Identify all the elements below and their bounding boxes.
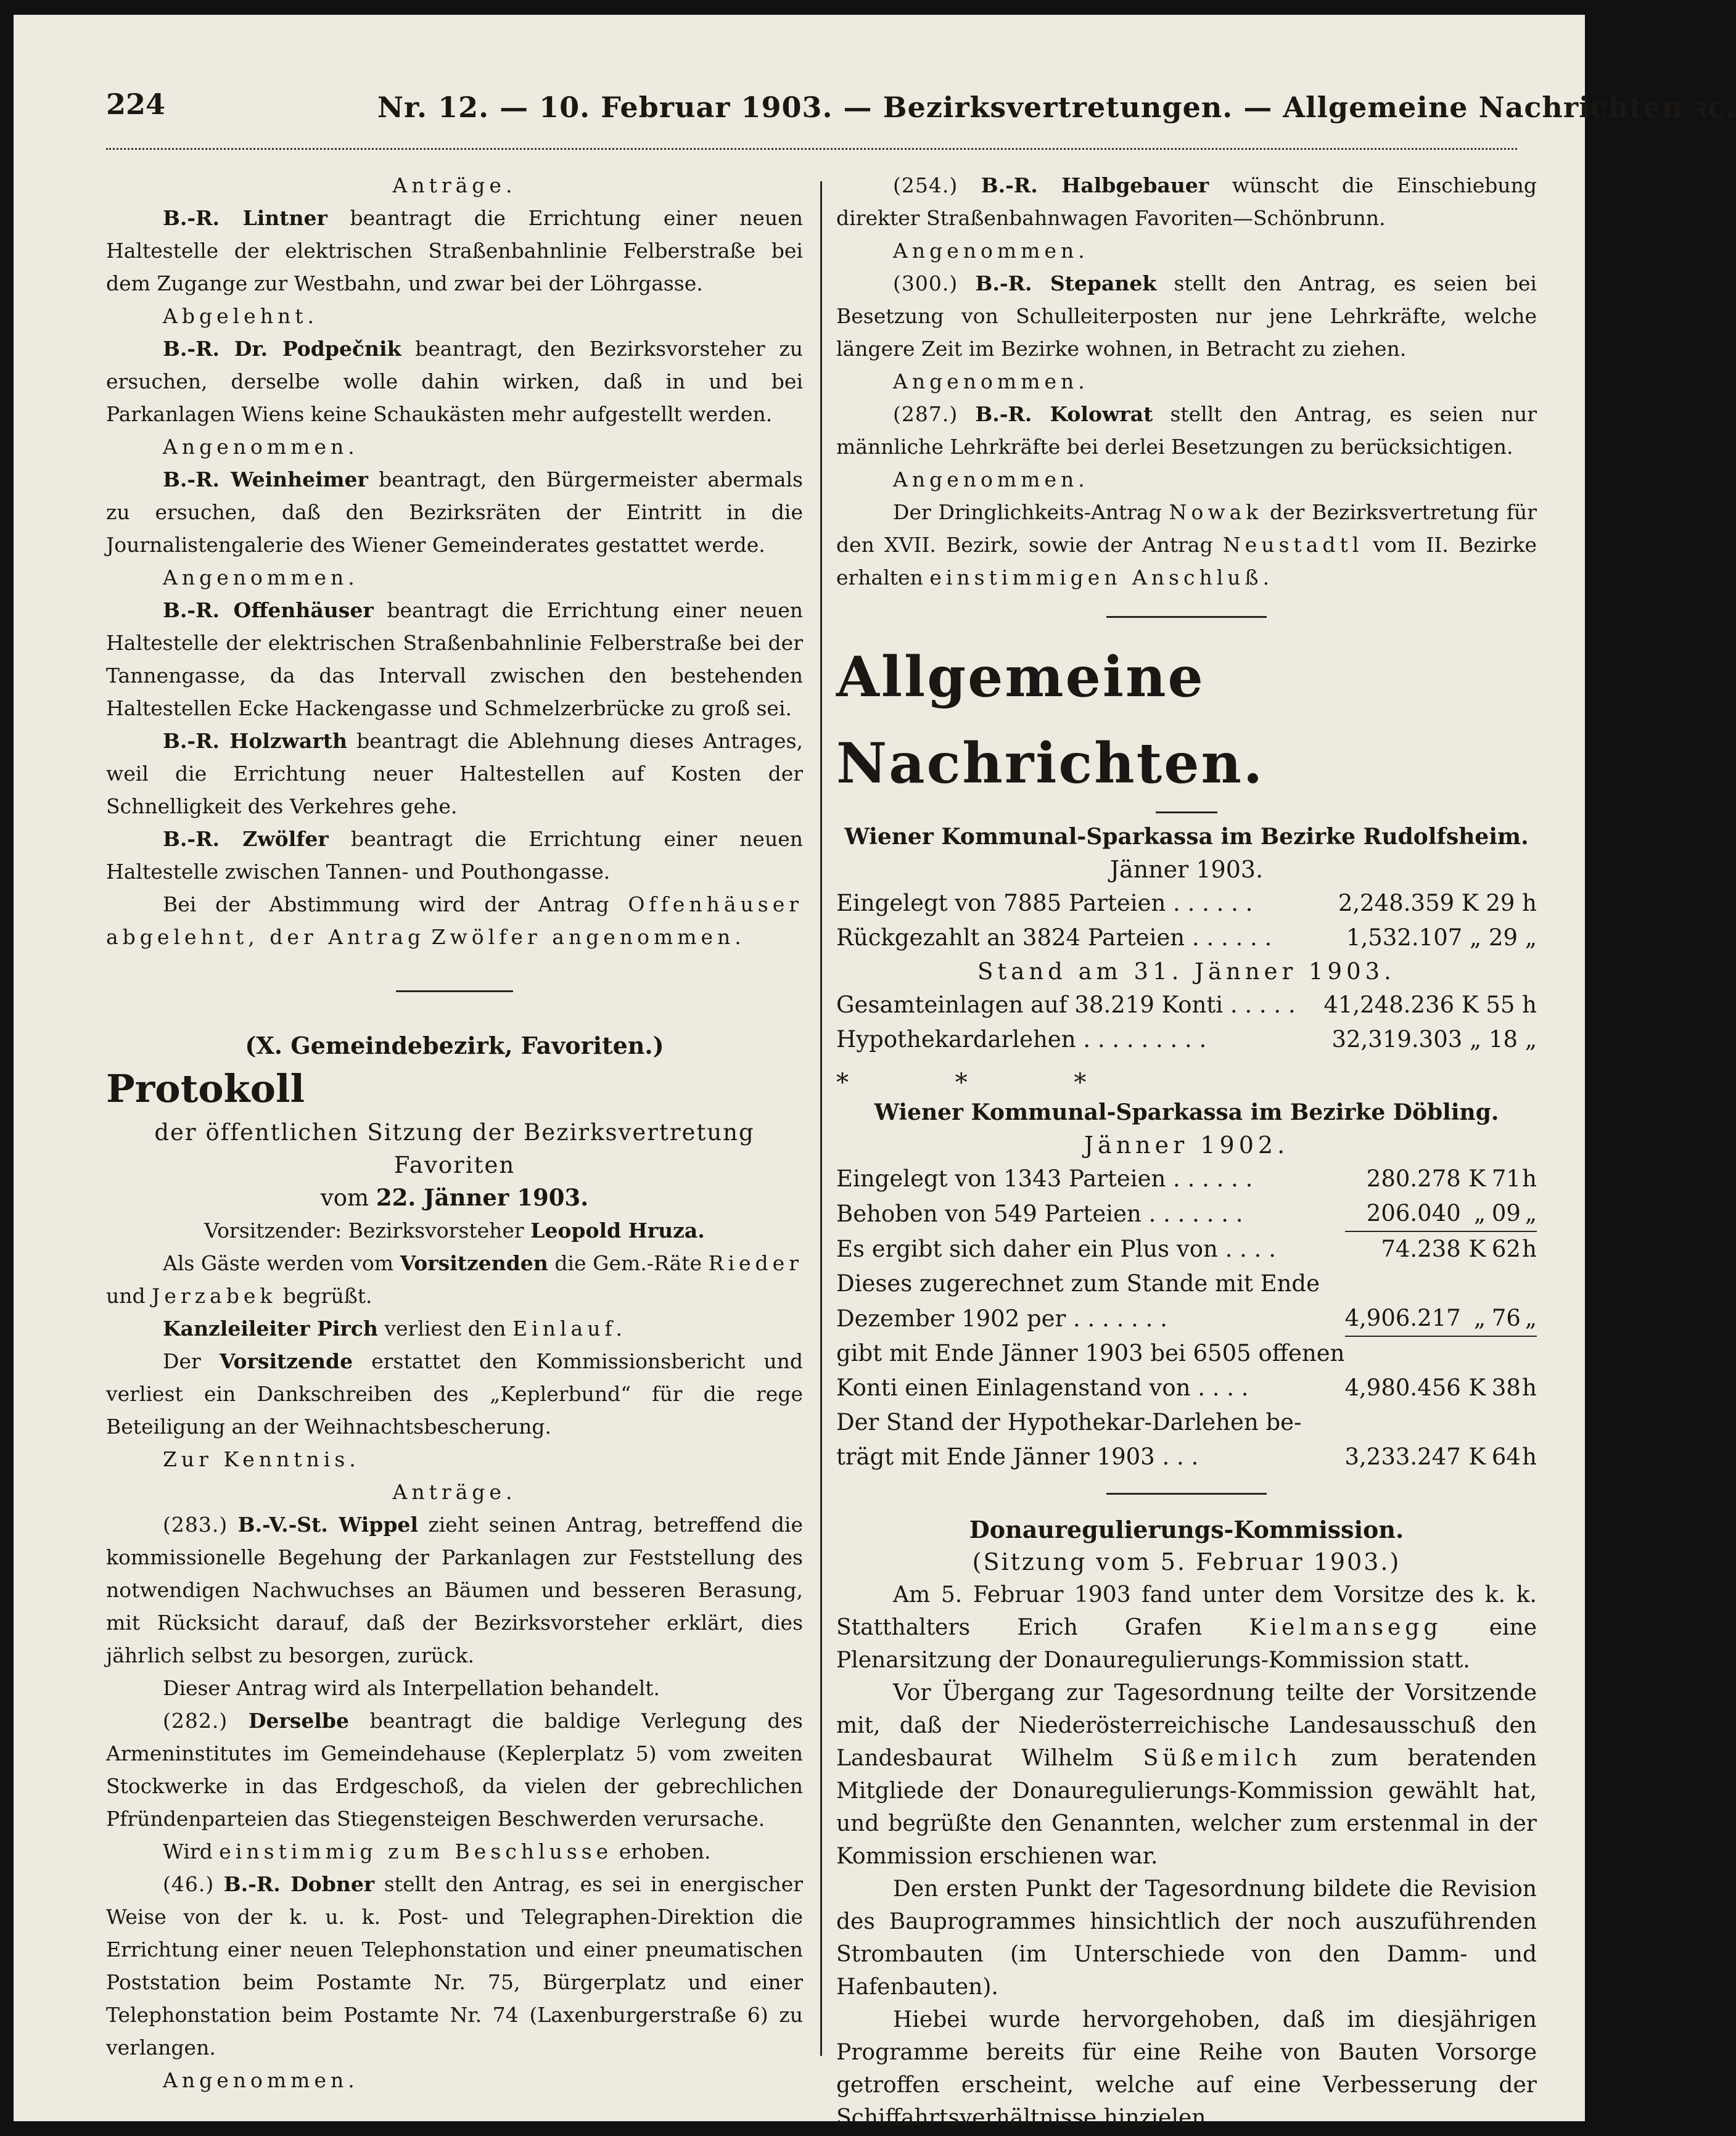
text: vom II. Bezirke erhalten (836, 533, 1537, 589)
sparkassa-month: Jänner 1902. (1084, 1132, 1290, 1159)
decision (106, 1835, 803, 1868)
sparkassa-table (836, 1162, 1537, 1474)
motion-text: stellt den Antrag, es seien nur männliche Lehrkräfte bei derlei Besetzungen zu berücksichtigen. (836, 402, 1537, 459)
text: Der (163, 1349, 201, 1373)
section-title: Allgemeine Nachrichten. (836, 644, 1265, 796)
text: Wird (163, 1839, 213, 1863)
vote-text: abgelehnt, der Antrag (106, 925, 426, 949)
newspaper-page (14, 15, 1736, 2130)
text: Neustadtl (1222, 533, 1364, 557)
vote-name: Zwölfer angenommen. (431, 925, 746, 949)
row-amount: 4,980.456 (1344, 1374, 1461, 1401)
column-divider (820, 181, 822, 2056)
motion-text: beantragt die Errichtung einer neuen Haltestelle zwischen Tannen- und Pouthongasse. (106, 827, 803, 884)
guest-name: Rieder (708, 1251, 803, 1275)
row-sub: 76 (1486, 1301, 1521, 1336)
row-amount (1345, 1405, 1461, 1440)
commission-subtitle: (Sitzung vom 5. Februar 1903.) (972, 1548, 1401, 1575)
commission-paragraph: Den ersten Punkt der Tagesordnung bildete die Revision des Bauprogrammes hinsichtlich der noch auszuführenden Strombauten (im Unterschiede von den Damm- und Hafenbauten). (836, 1876, 1537, 2000)
session-date (106, 1181, 803, 1214)
district-heading: (X. Gemeindebezirk, Favoriten.) (245, 1032, 664, 1059)
motion-text: stellt den Antrag, es sei in energischer Weise von der k. u. k. Post- und Telegraphen-Direktion die Errichtung einer neuen Telephonstation und einer pneumatischen Poststation beim Postamte Nr. 75, Bürgerplatz und einer Telephonstation beim Postamte Nr. 74 (Laxenburgerstraße 6) zu verlangen. (106, 1872, 804, 2060)
table-row (836, 886, 1537, 921)
running-title: Nr. 12. — 10. Februar 1903. — Bezirksvertretungen. — Allgemeine Nachrichten ꝛc. (377, 91, 1736, 124)
speaker-name: B.-R. Halbgebauer (981, 173, 1209, 197)
date-prefix: vom (320, 1185, 369, 1211)
row-label: Konti einen Einlagenstand von . . . . (836, 1374, 1249, 1401)
section-heading: Anträge. (392, 1480, 517, 1504)
row-label: Eingelegt von 1343 Parteien . . . . . . (836, 1165, 1253, 1192)
motion-text: beantragt die Errichtung einer neuen Haltestelle der elektrischen Straßenbahnlinie Felberstraße bei dem Zugange zur Westbahn, und zwar bei der Löhrgasse. (106, 206, 803, 295)
sparkassa-table (836, 988, 1537, 1057)
decision: Zur Kenntnis. (163, 1447, 360, 1471)
sparkassa-month: Jänner 1903. (1109, 856, 1264, 883)
text: einstimmigen Anschluß. (929, 565, 1274, 589)
motion-ref: (283.) (163, 1513, 228, 1537)
decision: Angenommen. (893, 467, 1089, 491)
motion-ref: (46.) (163, 1872, 215, 1896)
speaker-name: B.-R. Dr. Podpečnik (163, 337, 401, 361)
row-label: Dezember 1902 per . . . . . . . (836, 1305, 1167, 1332)
table-row (836, 1336, 1537, 1371)
row-value: 41,248.236 K 55 h (1323, 992, 1537, 1018)
sparkassa-title: Wiener Kommunal-Sparkassa im Bezirke Rudolfsheim. (844, 824, 1529, 850)
header-divider (106, 141, 1517, 150)
report (106, 1345, 803, 1443)
row-value: 2,248.359 K 29 h (1338, 890, 1537, 916)
table-row (836, 1231, 1537, 1267)
text: erhoben. (619, 1839, 711, 1863)
row-unit (1461, 1267, 1486, 1301)
row-unit (1461, 1336, 1486, 1371)
row-sub: 71 (1491, 1165, 1521, 1192)
speaker-name: B.-R. Weinheimer (163, 467, 368, 491)
motion-paragraph (106, 823, 803, 888)
table-row (836, 1371, 1537, 1405)
chair-name: Leopold Hruza. (530, 1218, 705, 1243)
row-subunit: h (1522, 1444, 1537, 1470)
decision: Abgelehnt. (163, 304, 318, 328)
row-subunit (1521, 1336, 1537, 1371)
row-subunit (1521, 1405, 1537, 1440)
row-sub (1486, 1336, 1521, 1371)
text: Vor Übergang zur Tagesordnung teilte der Vorsitzende mit, daß der Niederösterreichische Landesausschuß den Landesbaurat Wilhelm (836, 1680, 1537, 1771)
page-header (106, 88, 1736, 131)
table-row (836, 1022, 1537, 1057)
motion-ref: (300.) (893, 271, 958, 295)
text: Als Gäste werden vom (163, 1251, 394, 1275)
text: Vorsitzenden (400, 1251, 548, 1275)
motion-text: stellt den Antrag, es seien bei Besetzung von Schulleiterposten nur jene Lehrkräfte, welche längere Zeit im Bezirke wohnen, in Betracht zu ziehen. (836, 271, 1537, 361)
row-label: Hypothekardarlehen . . . . . . . . . (836, 1026, 1207, 1053)
row-sub: 09 (1486, 1196, 1521, 1231)
decision: Angenommen. (893, 369, 1089, 393)
decision: Angenommen. (163, 565, 359, 589)
table-row (836, 1440, 1537, 1474)
row-unit: „ (1461, 1196, 1486, 1231)
row-unit: K (1468, 1165, 1486, 1192)
session-title: der öffentlichen Sitzung der Bezirksvertretung Favoriten (154, 1119, 755, 1178)
row-amount: 4,906.217 (1345, 1301, 1461, 1336)
row-label: Gesamteinlagen auf 38.219 Konti . . . . . (836, 992, 1296, 1018)
sparkassa-title: Wiener Kommunal-Sparkassa im Bezirke Döbling. (874, 1099, 1499, 1125)
text: verliest den (384, 1317, 506, 1341)
row-amount: 74.238 (1381, 1236, 1461, 1262)
left-column (106, 169, 803, 2097)
section-rule (1106, 1493, 1267, 1495)
table-row (836, 1196, 1537, 1231)
guests (106, 1247, 803, 1312)
motion-text: beantragt die baldige Verlegung des Armeninstitutes im Gemeindehause (Keplerplatz 5) vom zweiten Stockwerke in das Erdgeschoß, da vielen der gebrechlichen Pfründenparteien das Stiegensteigen Beschwerden verursache. (106, 1709, 803, 1831)
motion-paragraph (836, 169, 1537, 234)
motion-paragraph (106, 1704, 803, 1835)
row-unit: „ (1461, 1301, 1486, 1336)
row-subunit: h (1522, 1165, 1537, 1192)
speaker-name: B.-R. Zwölfer (163, 827, 329, 851)
row-unit: K (1468, 1374, 1486, 1401)
row-unit: K (1468, 1236, 1486, 1262)
decision: Angenommen. (893, 239, 1089, 263)
speaker-name: Vorsitzende (219, 1349, 353, 1373)
urgent-motion (836, 496, 1537, 594)
chancellery (106, 1312, 803, 1345)
motion-paragraph (106, 202, 803, 300)
decision: Angenommen. (163, 2068, 359, 2092)
commission-title: Donauregulierungs-Kommission. (969, 1516, 1404, 1543)
speaker-name: B.-R. Stepanek (975, 271, 1157, 295)
table-row (836, 1301, 1537, 1336)
person-name: Süßemilch (1143, 1746, 1302, 1771)
chair-label: Vorsitzender: Bezirksvorsteher (204, 1218, 524, 1243)
row-sub (1486, 1405, 1521, 1440)
speaker-name: B.-V.-St. Wippel (237, 1513, 418, 1537)
row-label: trägt mit Ende Jänner 1903 . . . (836, 1444, 1199, 1470)
row-label: Es ergibt sich daher ein Plus von . . . . (836, 1235, 1276, 1262)
chair (106, 1214, 803, 1247)
table-row (836, 1405, 1537, 1440)
table-row (836, 1267, 1537, 1301)
text: einstimmig zum Beschlusse (219, 1839, 613, 1863)
section-rule (396, 990, 513, 992)
motion-ref: (254.) (893, 173, 958, 197)
text: begrüßt. (282, 1284, 372, 1308)
motion-text: beantragt, den Bürgermeister abermals zu ersuchen, daß den Bezirksräten der Eintritt in die Journalistengalerie des Wiener Gemeinderates gestattet werde. (106, 467, 803, 557)
motion-paragraph (106, 1508, 803, 1672)
table-row (836, 1162, 1537, 1196)
row-label: Eingelegt von 7885 Parteien . . . . . . (836, 890, 1253, 916)
motion-paragraph (106, 463, 803, 561)
row-amount: 206.040 (1345, 1196, 1461, 1231)
text: zum beratenden Mitgliede der Donauregulierungs-Kommission gewählt hat, und begrüßte den Genannten, welcher zum erstenmal in der Kommission erschienen war. (836, 1746, 1537, 1869)
row-amount: 3,233.247 (1344, 1444, 1461, 1470)
text: Der Dringlichkeits-Antrag (893, 500, 1162, 524)
row-label: Rückgezahlt an 3824 Parteien . . . . . . (836, 924, 1272, 951)
text: eine Plenarsitzung der Donauregulierungs-Kommission statt. (836, 1615, 1537, 1673)
text: Am 5. Februar 1903 fand unter dem Vorsitze des k. k. Statthalters Erich Grafen (836, 1582, 1537, 1640)
row-amount (1345, 1267, 1461, 1301)
person-name: Kielmansegg (1249, 1615, 1442, 1640)
decision: Dieser Antrag wird als Interpellation behandelt. (163, 1676, 660, 1700)
row-value: 32,319.303 „ 18 „ (1331, 1026, 1537, 1053)
text: die Gem.-Räte (554, 1251, 702, 1275)
row-label: Dieses zugerechnet zum Stande mit Ende (836, 1270, 1320, 1297)
guest-name: Jerzabek (152, 1284, 277, 1308)
motion-paragraph (106, 1868, 803, 2064)
row-subunit: h (1522, 1374, 1537, 1401)
row-label: Der Stand der Hypothekar-Darlehen be- (836, 1409, 1302, 1436)
sparkassa-table (836, 886, 1537, 955)
motion-paragraph (106, 332, 803, 430)
motion-text: wünscht die Einschiebung direkter Straßenbahnwagen Favoriten—Schönbrunn. (836, 173, 1537, 230)
commission-paragraph (836, 1677, 1537, 1873)
speaker-name: B.-R. Lintner (163, 206, 327, 230)
decision: Angenommen. (163, 435, 359, 459)
row-label: gibt mit Ende Jänner 1903 bei 6505 offenen (836, 1340, 1345, 1366)
motion-text: beantragt die Errichtung einer neuen Haltestelle der elektrischen Straßenbahnlinie Felberstraße bei der Tannengasse, da das Intervall zwischen den bestehenden Haltestellen Ecke Hackengasse und Schmelzerbrücke zu groß sei. (106, 598, 803, 720)
speaker-name: B.-R. Offenhäuser (163, 598, 374, 622)
row-unit (1461, 1405, 1486, 1440)
row-unit: K (1468, 1444, 1486, 1470)
section-heading: Anträge. (392, 173, 517, 197)
row-subunit (1521, 1267, 1537, 1301)
table-row (836, 921, 1537, 955)
row-sub: 62 (1491, 1236, 1521, 1262)
speaker-name: Derselbe (248, 1709, 349, 1733)
motion-paragraph (106, 594, 803, 725)
motion-text: beantragt, den Bezirksvorsteher zu ersuchen, derselbe wolle dahin wirken, daß in und bei Parkanlagen Wiens keine Schaukästen mehr aufgestellt werden. (106, 337, 803, 426)
vote-name: Offenhäuser (628, 892, 803, 916)
speaker-name: B.-R. Dobner (223, 1872, 375, 1896)
right-column (836, 169, 1537, 2134)
motion-text: zieht seinen Antrag, betreffend die kommissionelle Begehung der Parkanlagen zur Feststellung des notwendigen Nachwuchses an Bäumen und besseren Berasung, mit Rücksicht darauf, daß der Bezirksvorsteher erklärt, dies jährlich selbst zu besorgen, zurück. (106, 1513, 803, 1667)
row-label: Behoben von 549 Parteien . . . . . . . (836, 1200, 1243, 1227)
row-amount: 280.278 (1366, 1165, 1461, 1192)
text: Einlauf. (512, 1317, 627, 1341)
motion-paragraph (106, 725, 803, 823)
commission-paragraph (836, 1579, 1537, 1677)
row-sub (1486, 1267, 1521, 1301)
row-value: 1,532.107 „ 29 „ (1346, 924, 1537, 951)
motion-paragraph (836, 398, 1537, 463)
row-subunit: „ (1521, 1196, 1537, 1231)
speaker-name: Kanzleileiter Pirch (163, 1317, 378, 1341)
row-subunit: h (1522, 1236, 1537, 1262)
vote-result (106, 888, 803, 953)
vote-text: Bei der Abstimmung wird der Antrag (163, 892, 609, 916)
row-sub: 38 (1491, 1374, 1521, 1401)
motion-text: beantragt die Ablehnung dieses Antrages, weil die Errichtung neuer Haltestellen auf Kosten der Schnelligkeit des Verkehres gehe. (106, 729, 803, 818)
commission-paragraph: Hiebei wurde hervorgehoben, daß im diesjährigen Programme bereits für eine Reihe von Bauten Vorsorge getroffen erscheint, welche auf eine Verbesserung der Schiffahrtsverhältnisse hinzielen (836, 2007, 1537, 2130)
text: und (106, 1284, 146, 1308)
row-subunit: „ (1521, 1301, 1537, 1336)
text: Nowak (1169, 500, 1263, 524)
page-number: 224 (106, 88, 166, 121)
motion-ref: (282.) (163, 1709, 228, 1733)
speaker-name: B.-R. Holzwarth (163, 729, 347, 753)
speaker-name: B.-R. Kolowrat (975, 402, 1153, 426)
motion-paragraph (836, 267, 1537, 365)
protokoll-title: Protokoll (106, 1066, 305, 1111)
row-sub: 64 (1491, 1444, 1521, 1470)
motion-ref: (287.) (893, 402, 958, 426)
date-value: 22. Jänner 1903. (376, 1184, 589, 1211)
row-amount (1345, 1336, 1461, 1371)
text: der Bezirksvertretung für den XVII. Bezirk, sowie der Antrag (836, 500, 1537, 557)
stand-heading: Stand am 31. Jänner 1903. (977, 958, 1396, 985)
section-rule (1106, 616, 1267, 618)
separator-stars: * * * (836, 1069, 1136, 1097)
table-row (836, 988, 1537, 1022)
title-rule (1156, 811, 1217, 813)
text: erstattet den Kommissionsbericht und verliest ein Dankschreiben des „Keplerbund“ für die rege Beteiligung an der Weihnachtsbescherung. (106, 1349, 803, 1439)
